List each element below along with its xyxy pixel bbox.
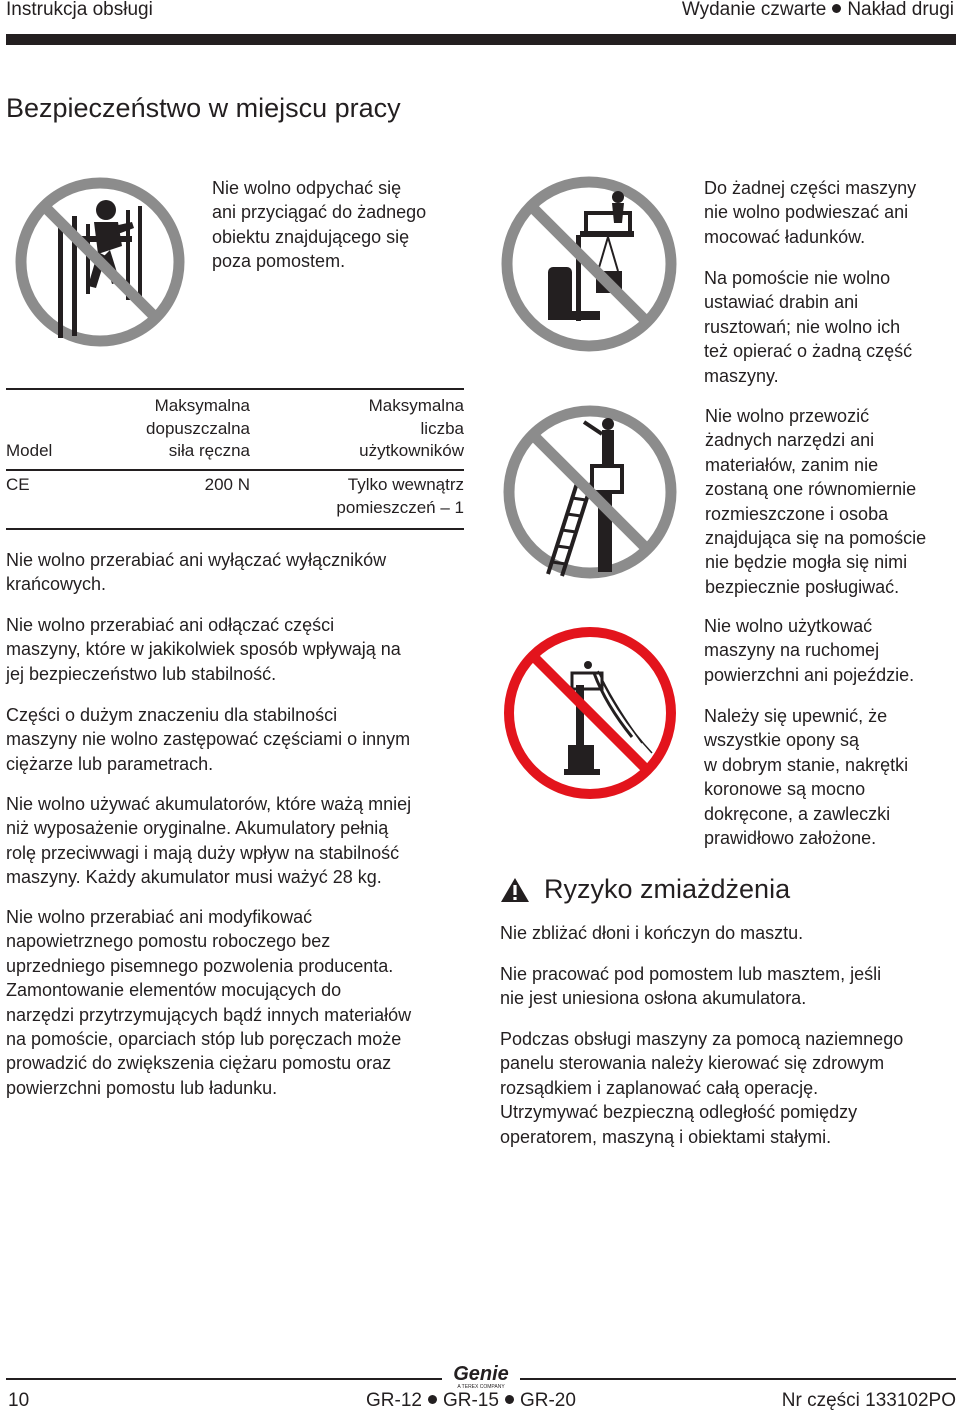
no-vehicle-icon [502,625,678,801]
header-edition [682,0,954,20]
paragraph-line: operatorem, maszyną i obiektami stałymi. [500,1126,832,1147]
no-hanging-load-icon [500,175,678,353]
table-header-rule [6,469,464,471]
cell-line: Tylko wewnątrz [347,475,464,494]
table-header-users [300,395,464,463]
paragraph-line: krańcowych. [6,574,107,595]
note-line: Nie wolno odpychać się [212,178,402,198]
note-no-ladder [704,266,912,388]
footer-rule-right [520,1378,956,1380]
note-line: dokręcone, a zawleczki [704,803,891,824]
model-label: GR-12 [366,1390,422,1411]
note-line: maszyny. [704,365,779,386]
footer-rule-left [6,1378,442,1380]
note-line: Nie wolno użytkować [704,616,873,636]
page-number: 10 [8,1390,30,1411]
note-line: nie wolno podwieszać ani [704,202,909,223]
crush-hazard-title: Ryzyko zmiażdżenia [544,874,791,904]
model-label: GR-20 [519,1390,576,1411]
paragraph-line: rolę przeciwwagi i mają duży wpływ na stabilność [6,842,400,863]
note-line: powierzchni ani pojeździe. [704,664,915,685]
note-line: żadnych narzędzi ani [705,430,875,451]
note-line: rusztowań; nie wolno ich [704,316,901,337]
note-line: Nie wolno przewozić [705,406,870,426]
no-ladder-icon [502,404,678,580]
table-bottom-rule [6,528,464,530]
note-line: materiałów, zanim nie [705,454,879,475]
note-no-tools [705,404,926,599]
header-print-label: Nakład drugi [847,0,954,20]
paragraph-crush-battery [500,962,881,1011]
bullet-dot [505,1395,514,1404]
warning-triangle-icon [500,877,530,903]
table-cell-users [300,474,464,519]
paragraph-line: rozsądkiem i zaplanować całą operację. [500,1077,819,1098]
paragraph-line: Podczas obsługi maszyny za pomocą naziemnego [500,1029,904,1049]
table-top-rule [6,388,464,390]
no-push-pull-icon [14,176,186,348]
table-cell-model: CE [6,475,30,494]
paragraph-line: Nie wolno przerabiać ani modyfikować [6,907,313,927]
footer-models [366,1390,576,1412]
note-tires [704,704,908,850]
note-line: w dobrym stanie, nakrętki [704,754,909,775]
paragraph-line: niż wyposażenie oryginalne. Akumulatory pełnią [6,818,389,839]
paragraph-line: jej bezpieczeństwo lub stabilność. [6,663,277,684]
note-line: poza pomostem. [212,251,346,272]
paragraph-line: maszyny. Każdy akumulator musi ważyć 28 kg. [6,867,382,888]
paragraph-batteries [6,792,411,890]
header-line: Maksymalna [368,396,464,415]
svg-text:Genie: Genie [453,1363,509,1385]
header-rule [6,34,956,45]
note-line: obiektu znajdującego się [212,226,410,247]
table-header-model: Model [6,441,53,460]
paragraph-crush-hands [500,921,803,945]
header-line: użytkowników [359,441,464,460]
paragraph-crush-ground-control [500,1027,903,1149]
note-line: ani przyciągać do żadnego [212,202,427,223]
note-line: zostaną one równomiernie [705,479,917,500]
section-title: Bezpieczeństwo w miejscu pracy [6,93,401,123]
paragraph-safety-parts [6,613,401,686]
part-number: Nr części 133102PO [781,1390,956,1411]
cell-line: pomieszczeń – 1 [336,497,464,517]
paragraph-line: uprzedniego pisemnego pozwolenia producenta. [6,955,394,976]
table-cell-force: 200 N [204,475,250,494]
paragraph-line: narzędzi przytrzymujących bądź innych materiałów [6,1004,412,1025]
bullet-dot [832,4,841,13]
note-line: Na pomoście nie wolno [704,268,891,288]
paragraph-line: ciężarze lub parametrach. [6,753,214,774]
table-row [6,474,30,497]
paragraph-line: prowadzić do zwiększenia ciężaru pomostu oraz [6,1053,392,1074]
note-no-push [212,176,426,274]
genie-logo [446,1360,516,1390]
paragraph-line: na pomoście, oparciach stóp lub poręczach może [6,1029,402,1050]
paragraph-line: napowietrznego pomostu roboczego bez [6,931,331,952]
paragraph-stability-parts [6,703,410,776]
paragraph-line: Nie wolno przerabiać ani wyłączać wyłączników [6,550,387,570]
paragraph-line: maszyny nie wolno zastępować częściami o innym [6,729,411,750]
note-no-load [704,176,916,249]
note-line: znajdująca się na pomoście [705,528,927,549]
paragraph-modifications [6,905,411,1100]
note-line: prawidłowo założone. [704,828,877,849]
note-line: mocować ładunków. [704,226,866,247]
paragraph-line: Utrzymywać bezpieczną odległość pomiędzy [500,1102,858,1123]
note-line: Należy się upewnić, że [704,706,888,726]
note-line: też opierać o żadną część [704,341,913,362]
paragraph-limit-switches [6,548,386,597]
note-line: wszystkie opony są [704,730,860,751]
model-label: GR-15 [442,1390,499,1411]
paragraph-line: maszyny, które w jakikolwiek sposób wpływają na [6,639,401,660]
paragraph-line: Nie wolno używać akumulatorów, które ważą mniej [6,794,412,814]
note-no-vehicle [704,614,914,687]
header-line: Maksymalna [154,396,250,415]
table-header-force [100,395,250,463]
svg-text:A TEREX COMPANY: A TEREX COMPANY [457,1384,505,1390]
header-line: siła ręczna [168,441,250,460]
paragraph-line: panelu sterowania należy kierować się zdrowym [500,1053,885,1074]
note-line: bezpiecznie posługiwać. [705,576,900,597]
paragraph-line: Nie zbliżać dłoni i kończyn do masztu. [500,923,804,943]
note-line: koronowe są mocno [704,779,866,800]
note-line: ustawiać drabin ani [704,292,859,313]
note-line: nie będzie mogła się nimi [705,552,908,573]
paragraph-line: Zamontowanie elementów mocujących do [6,980,342,1001]
header-line: liczba [420,418,464,438]
paragraph-line: Nie pracować pod pomostem lub masztem, jeśli [500,964,882,984]
paragraph-line: nie jest uniesiona osłona akumulatora. [500,988,807,1009]
paragraph-line: powierzchni pomostu lub ładunku. [6,1077,278,1098]
note-line: rozmieszczone i osoba [705,503,889,524]
paragraph-line: Części o dużym znaczeniu dla stabilności [6,705,338,725]
header-manual-title: Instrukcja obsługi [6,0,153,20]
bullet-dot [428,1395,437,1404]
header-line: dopuszczalna [146,418,250,438]
note-line: maszyny na ruchomej [704,640,880,661]
note-line: Do żadnej części maszyny [704,178,917,198]
paragraph-line: Nie wolno przerabiać ani odłączać części [6,615,335,635]
header-edition-label: Wydanie czwarte [681,0,827,20]
